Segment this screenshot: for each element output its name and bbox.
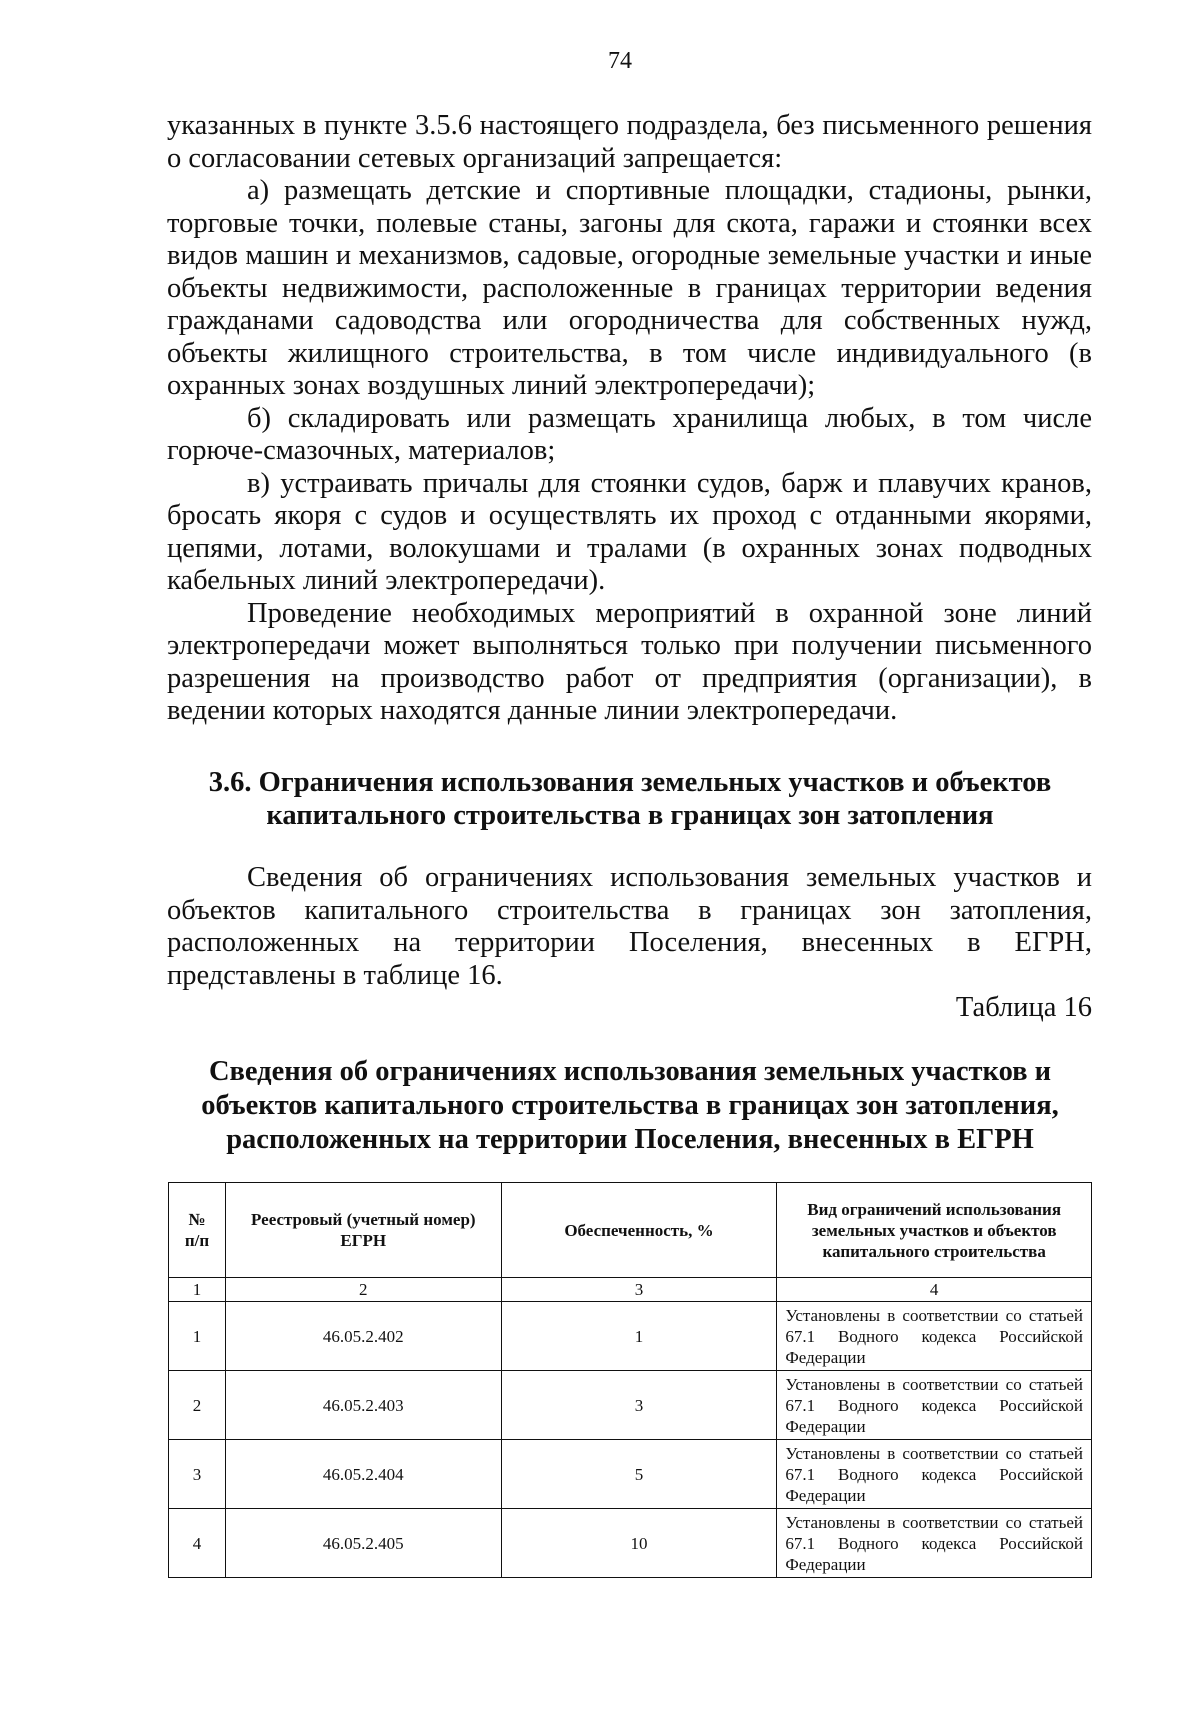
header-registry: Реестровый (учетный номер) ЕГРН — [225, 1183, 501, 1278]
column-number: 4 — [777, 1278, 1092, 1302]
cell-provision: 1 — [501, 1302, 777, 1371]
cell-number: 4 — [169, 1509, 226, 1578]
cell-provision: 10 — [501, 1509, 777, 1578]
cell-provision: 5 — [501, 1440, 777, 1509]
page-number: 74 — [608, 48, 632, 74]
column-number-row — [169, 1278, 1092, 1302]
cell-restriction: Установлены в соответствии со статьей 67.1 Водного кодекса Российской Федерации — [777, 1302, 1092, 1371]
table-title-line1: Сведения об ограничениях использования земельных участков и — [208, 1056, 1052, 1087]
header-number-line2: п/п — [184, 1231, 210, 1250]
section-heading — [160, 766, 1100, 832]
cell-provision: 3 — [501, 1371, 777, 1440]
section-heading-line2: капитального строительства в границах зон затопления — [266, 800, 994, 831]
cell-registry: 46.05.2.405 — [225, 1509, 501, 1578]
table-number: Таблица 16 — [955, 992, 1092, 1023]
section-heading-line1: 3.6. Ограничения использования земельных участков и объектов — [208, 767, 1052, 798]
column-number: 3 — [501, 1278, 777, 1302]
cell-restriction: Установлены в соответствии со статьей 67.1 Водного кодекса Российской Федерации — [777, 1509, 1092, 1578]
table-row — [169, 1371, 1092, 1440]
cell-registry: 46.05.2.403 — [225, 1371, 501, 1440]
header-provision: Обеспеченность, % — [501, 1183, 777, 1278]
intro-continuation: указанных в пункте 3.5.6 настоящего подраздела, без письменного решения о согласовании сетевых организаций запрещается: — [167, 110, 1092, 174]
cell-number: 1 — [169, 1302, 226, 1371]
cell-restriction: Установлены в соответствии со статьей 67.1 Водного кодекса Российской Федерации — [777, 1371, 1092, 1440]
table-row — [169, 1509, 1092, 1578]
restrictions-table — [168, 1182, 1092, 1578]
table-title-line3: расположенных на территории Поселения, внесенных в ЕГРН — [226, 1124, 1034, 1155]
cell-number: 3 — [169, 1440, 226, 1509]
list-item-b: б) складировать или размещать хранилища любых, в том числе горюче-смазочных, материалов; — [167, 402, 1092, 466]
column-number: 2 — [225, 1278, 501, 1302]
section-paragraph: Сведения об ограничениях использования земельных участков и объектов капитального строительства в границах зон затопления, расположенных на территории Поселения, внесенных в ЕГРН, представлены в таблице 16. — [167, 862, 1092, 991]
table-row — [169, 1302, 1092, 1371]
cell-registry: 46.05.2.402 — [225, 1302, 501, 1371]
table-row — [169, 1440, 1092, 1509]
intro-section — [167, 110, 1092, 728]
header-number — [169, 1183, 226, 1278]
section-body — [167, 862, 1092, 992]
header-number-line1: № — [188, 1210, 206, 1229]
list-item-a: а) размещать детские и спортивные площадки, стадионы, рынки, торговые точки, полевые станы, загоны для скота, гаражи и стоянки всех видов машин и механизмов, садовые, огородные земельные участки и иные объекты недвижимости, расположенные в границах территории ведения гражданами садоводства или огородничества для собственных нужд, объекты жилищного строительства, в том числе индивидуального (в охранных зонах воздушных линий электропередачи); — [167, 175, 1092, 401]
table-title — [160, 1055, 1100, 1157]
cell-number: 2 — [169, 1371, 226, 1440]
closing-paragraph: Проведение необходимых мероприятий в охранной зоне линий электропередачи может выполняться только при получении письменного разрешения на производство работ от предприятия (организации), в ведении которых находятся данные линии электропередачи. — [167, 597, 1092, 726]
cell-restriction: Установлены в соответствии со статьей 67.1 Водного кодекса Российской Федерации — [777, 1440, 1092, 1509]
header-restriction: Вид ограничений использования земельных участков и объектов капитального строительства — [777, 1183, 1092, 1278]
cell-registry: 46.05.2.404 — [225, 1440, 501, 1509]
list-item-c: в) устраивать причалы для стоянки судов, барж и плавучих кранов, бросать якоря с судов и осуществлять их проход с отданными якорями, цепями, лотами, волокушами и тралами (в охранных зонах подводных кабельных линий электропередачи). — [167, 467, 1092, 596]
table-title-line2: объектов капитального строительства в границах зон затопления, — [201, 1090, 1059, 1121]
table-header-row — [169, 1183, 1092, 1278]
column-number: 1 — [169, 1278, 226, 1302]
